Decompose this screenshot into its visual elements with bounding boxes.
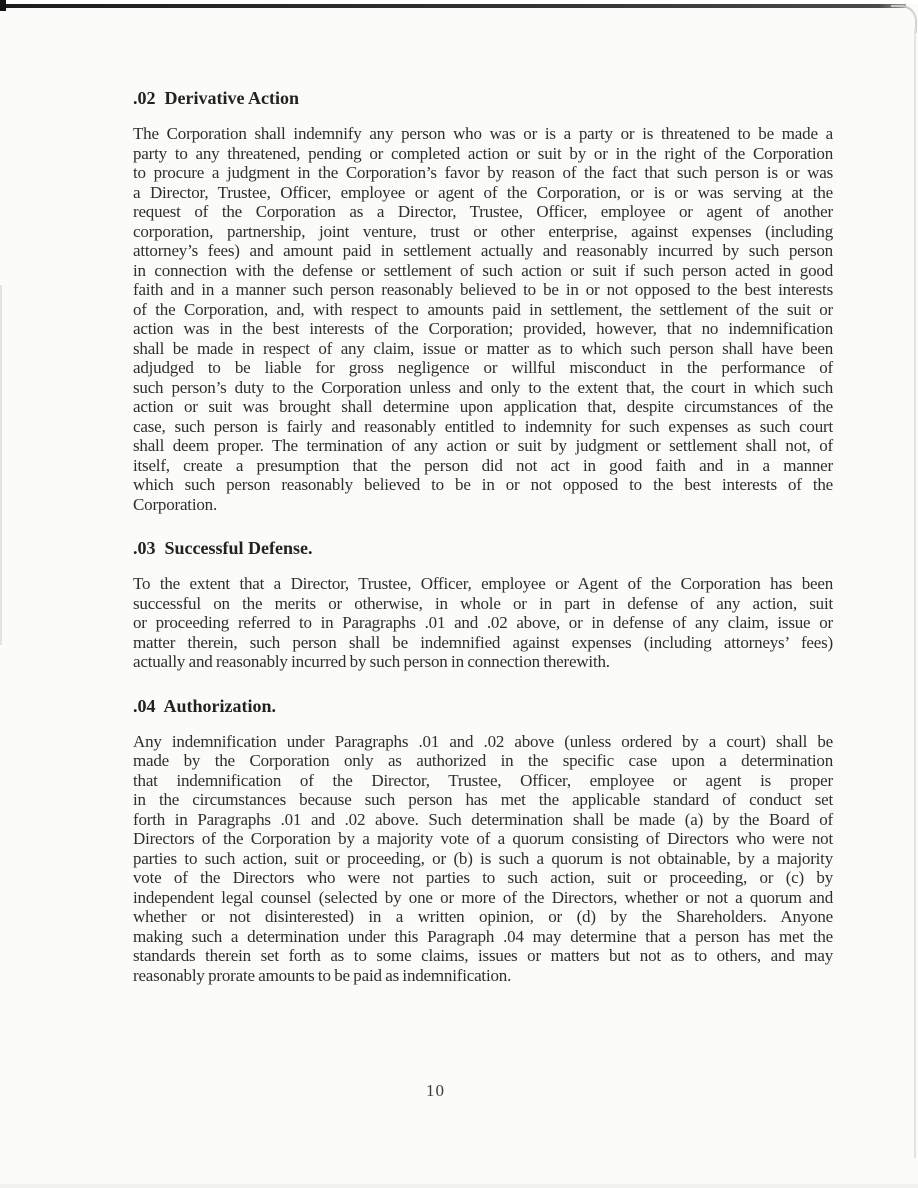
text-line: to procure a judgment in the Corporation’s favor by reason of the fact that such person is or was [133,163,833,182]
text-line: corporation, partnership, joint venture, trust or other enterprise, against expenses (including [133,221,833,241]
text-line: such person’s duty to the Corporation unless and only to the extent that, the court in which such [133,377,833,397]
text-line: party to any threatened, pending or completed action or suit by or in the right of the Corporation [133,143,833,163]
text-line: shall be made in respect of any claim, issue or matter as to which such person shall have been [133,338,833,358]
scan-corner-mark [0,0,6,11]
section-heading: .04 Authorization. [133,695,277,716]
paragraph [133,732,833,986]
text-line: in connection with the defense or settlement of such action or suit if such person acted in good [133,260,833,280]
section-03-successful-defense [133,538,833,672]
text-line: attorney’s fees) and amount paid in settlement actually and reasonably incurred by such person [133,241,833,260]
paragraph [133,124,833,514]
text-line: actually and reasonably incurred by such person in connection therewith. [133,652,610,671]
text-line: adjudged to be liable for gross negligence or willful misconduct in the performance of [133,358,833,377]
text-line: reasonably prorate amounts to be paid as indemnification. [133,965,512,985]
text-line: faith and in a manner such person reasonably believed to be in or not opposed to the best interests [133,280,833,299]
paragraph [133,574,833,672]
text-line: Any indemnification under Paragraphs .01 and .02 above (unless ordered by a court) shall be [133,731,833,751]
text-line: itself, create a presumption that the person did not act in good faith and in a manner [133,455,833,475]
text-line: a Director, Trustee, Officer, employee or agent of the Corporation, or is or was serving at the [133,182,833,202]
section-heading: .02 Derivative Action [133,88,299,108]
text-line: action or suit was brought shall determine upon application that, despite circumstances of the [133,397,833,416]
section-02-derivative-action [133,88,833,514]
scan-top-edge-line [0,4,906,8]
text-line: made by the Corporation only as authorized in the specific case upon a determination [133,751,833,770]
text-line: independent legal counsel (selected by one or more of the Directors, whether or not a quorum and [133,887,833,907]
text-line: matter therein, such person shall be indemnified against expenses (including attorneys’ fees) [133,632,833,652]
text-line: Corporation. [133,494,218,514]
text-line: in the circumstances because such person has met the applicable standard of conduct set [133,790,833,809]
text-line: making such a determination under this Paragraph .04 may determine that a person has met the [133,926,833,946]
text-line: action was in the best interests of the Corporation; provided, however, that no indemnification [133,319,833,338]
text-line: request of the Corporation as a Director, Trustee, Officer, employee or agent of another [133,202,833,221]
section-heading: .03 Successful Defense. [133,538,313,558]
text-line: The Corporation shall indemnify any person who was or is a party or is threatened to be made a [133,124,833,143]
text-line: shall deem proper. The termination of any action or suit by judgment or settlement shall not, of [133,436,833,455]
page-left-edge [0,285,2,645]
text-line: parties to such action, suit or proceeding, or (b) is such a quorum is not obtainable, by a majority [133,848,833,868]
text-line: or proceeding referred to in Paragraphs .01 and .02 above, or in defense of any claim, issue or [133,613,833,632]
text-line: Directors of the Corporation by a majority vote of a quorum consisting of Directors who were not [133,829,833,848]
text-line: forth in Paragraphs .01 and .02 above. Such determination shall be made (a) by the Board of [133,809,833,829]
text-line: vote of the Directors who were not parties to such action, suit or proceeding, or (c) by [133,868,833,887]
text-line: that indemnification of the Director, Trustee, Officer, employee or agent is proper [133,770,833,790]
text-line: To the extent that a Director, Trustee, Officer, employee or Agent of the Corporation has been [133,574,833,593]
page-right-edge [914,28,916,1158]
page-number: 10 [426,1081,445,1100]
text-line: which such person reasonably believed to be in or not opposed to the best interests of the [133,475,833,494]
text-line: case, such person is fairly and reasonably entitled to indemnity for such expenses as such court [133,416,833,436]
text-line: whether or not disinterested) in a written opinion, or (d) by the Shareholders. Anyone [133,907,833,926]
text-line: standards therein set forth as to some claims, issues or matters but not as to others, and may [133,946,833,965]
text-line: of the Corporation, and, with respect to amounts paid in settlement, the settlement of the suit or [133,299,833,319]
text-line: successful on the merits or otherwise, in whole or in part in defense of any action, suit [133,593,833,613]
section-04-authorization [133,696,833,986]
page-content [133,88,833,1009]
scan-bottom-edge [0,1184,918,1188]
